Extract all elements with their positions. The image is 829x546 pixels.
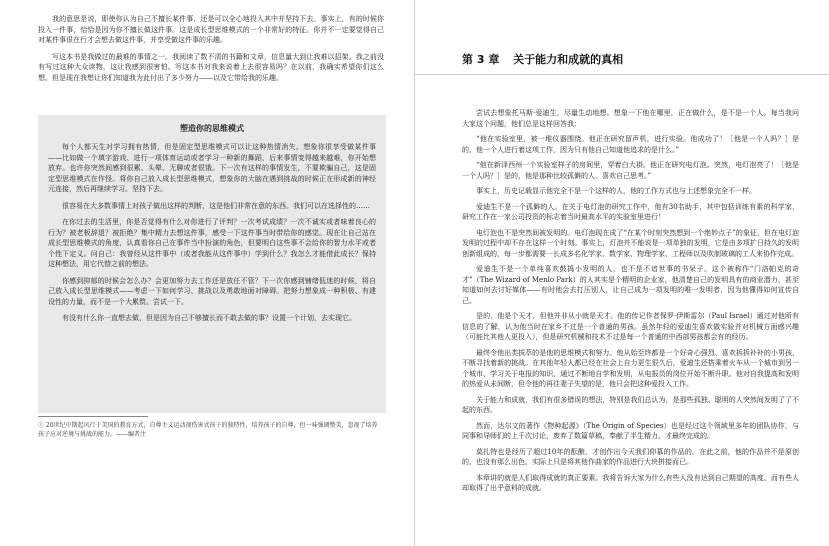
- body-paragraph: “他在实验室里，被一堆仪器围绕。他正在研究留声机，进行实验。他成功了！［他是一个人吗？］是的，他一个人进行着这项工作，因为只有他自己知道他追求的是什么。”: [462, 135, 799, 154]
- right-body-text: [462, 108, 799, 499]
- body-paragraph: “他在新泽西州一个实验室样子的房间里，穿着白大褂。他正在研究电灯泡。突然，电灯泡亮了！［他是一个人吗？］是的，他是那种比较孤僻的人，喜欢自己思考。”: [462, 161, 799, 180]
- box-paragraph: 有没有什么你一直想去做，但是因为自己不够擅长而不敢去做的事？设置一个计划，去实现它。: [62, 314, 356, 322]
- intro-paragraph: 我的意思是说，即使你认为自己不擅长某件事，还是可以全心地投入其中并坚持下去。事实上，有的时候你投入一件事，恰恰是因为你不擅长做这件事。这是成长型思维模式的一个非常好的特征。你并不一定要觉得自己对某件事很在行才会想去做这件事，并享受做这件事的乐趣。: [38, 15, 384, 44]
- chapter-divider: [415, 74, 829, 75]
- footnote: ① 20世纪中期起风行于美国的教育方式，自尊主义运动视伤害式孩子的独特性，培养孩子的自尊，但一味强调赞美，忽视了培养孩子应对逆境与挑战的能力。——编者注: [38, 422, 378, 438]
- body-paragraph: 电灯泡也不是突然间被发明的。电灯泡现在成了“在某个时刻突然想到一个绝妙点子”的象征，但在电灯泡发明的过程中却不存在这样一个时刻。事实上，灯泡并不能说是一项单独的发明，它是由多项扩日持久的发明创新组成的，每一步都需要一长成多名化学家、数学家、物理学家、工程师以及吹制玻璃的工人来协作完成。: [462, 228, 799, 258]
- box-title: 塑造你的思维模式: [180, 124, 244, 133]
- body-paragraph: 事实上，历史记载显示他完全不是一个这样的人，他的工作方式也与上述想象完全不一样。: [476, 187, 756, 195]
- box-paragraph: 很容易在大多数事情上对孩子做出这样的判断，这是他们非常在意的东西。我们可以在选择性的……: [62, 201, 370, 210]
- chapter-heading: [462, 51, 623, 67]
- body-paragraph: 爱迪生不是一个单纯喜欢鼓捣小发明的人，也不是不谙世事的书呆子。这个被称作“门洛帕克的奇才”（The Wizard of Menlo Park）的人其实是个精明的企业家，他清楚自己的发明具有的商业潜力，甚至知道如何去讨好媒体——有时他会去打压别人，让自己成为一项发明的唯一发明者，因为他懂得如何宣传自己。: [462, 265, 799, 305]
- intro-paragraph: 写这本书是我做过的最难的事情之一。我阅读了数不清的书籍和文章，信息量大到让我难以招架。我之前没有写过这种大众读物，这让我感到很害怕。写这本书对我来说着上去很容易吗？在以前，我确实希望你们这么想。但是现在我想让你们知道我为此付出了多少努力——以及它带给我的乐趣。: [38, 52, 384, 82]
- body-paragraph: 本章讲的就是人们取得成就的真正要素。我将告诉大家为什么有些人没有达到自己期望的高度，而有些人却取得了出乎意料的成就。: [462, 473, 799, 492]
- box-paragraph: 在你过去的生活里，你是否觉得有什么对你进行了评判？一次考试成绩？一次不诚实或者味着良心的行为？被老板辞退？被拒绝？集中精力去想这件事，感受一下这件事当时带给你的感觉。现在让自己站在成长型思维模式的角度，认真看你自己在事件当中扮演的角色，但要明白这些事不会给你的智力水平或者个性下定义。问自己：我曾经从这件事中（或者我能从这件事中）学到什么？我怎么才能借此成长？保持这种想法，用它代替之前的想法。: [48, 218, 376, 268]
- right-page: [415, 0, 829, 546]
- body-paragraph: 莫扎特也是经历了超过10年的酝酿，才创作出今天我们仰慕的作品的。在此之前，他的作品并不是原创的，也没有那么出色，实际上只是将其他作曲家的作品进行大块拼接而已。: [462, 447, 799, 466]
- body-paragraph: 最终令他出类拔萃的是他的思维模式和努力。他从始至终都是一个好奇心强烈、喜欢拆拆补补的小男孩，不断寻找着新的挑战。在其他年轻人都已经在社会上自力更生很久后，爱迪生还搭乘着火车从一个城市到另一个城市，学习关于电报的知识，通过不断地自学和发明，从电报员的岗位开始不断升职。他对自我提高和发明的热爱从未间断，但令他的再往妻子失望的是，他只会把这种爱投入工作。: [462, 348, 799, 388]
- box-paragraph: 每个人都天生对学习拥有热情，但是固定型思维模式可以让这种热情消失。想象你很享受做某件事——比如做一个填字游戏、进行一项体育运动或者学习一种新的舞蹈，后来事情变得越来越难，你开始想放弃。也许你突然间感到很累、头晕、无聊或者很饿。下一次有这样的事情发生，不要欺骗自己，这是固定型思维模式在作怪。将你自己放入成长型思维模式，想象你的大脑在遇到挑战的时候正在形成新的神经元连接，然后再继续学习。坚持下去。: [48, 143, 376, 193]
- body-paragraph: 尝试去想象托马斯·爱迪生，尽量生动地想。想象一下他在哪里，正在做什么，是不是一个人。每当我问大家这个问题，他们总是这样回答我：: [462, 109, 799, 128]
- footnote-divider: [38, 416, 148, 417]
- body-paragraph: 是的，他是个天才，但他并非从小就是天才。他的传记作者保罗·伊斯雷尔（Paul Israel）通过对他所有信息的了解，认为他当时在家乡不过是一个普通的男孩。虽然年轻的爱迪生喜欢做实验并对机械方面感兴趣（可能比其他人更投入），但是研究机械和技术不过是每一个普通的中西部男孩都会有的经历。: [462, 312, 799, 341]
- body-paragraph: 然而，达尔文的著作《物种起源》（The Origin of Species）也是经过这个领域里多年的团队协作，与同事和导师们的上千次讨论，废弃了数篇草稿，奉献了半生精力，才最终完成的。: [462, 421, 799, 440]
- chapter-title: 关于能力和成就的真相: [513, 53, 624, 66]
- body-paragraph: 爱迪生不是一个孤僻的人。在关于电灯泡的研究工作中，他有30名助手，其中包括训练有素的科学家，研究工作在一家公司投资的标志着当时最高水平的实验室里进行！: [462, 202, 799, 221]
- chapter-number: 第 3 章: [462, 53, 500, 66]
- box-paragraph: 你感到抑郁的时候会怎么办？会更加努力去工作还是放任不管？下一次你感到铺绪低迷的时候，将自己放入成长型思维模式——考虑一下如何学习、挑战以及勇敢地面对障碍。把努力想象成一种积极、有建设性的力量，而不是一个大累赘。尝试一下。: [48, 276, 376, 306]
- body-paragraph: 关于能力和成就，我们有很多错误的想法，特别是我们总认为，是那些孤独、聪明的人突然间发明了了不起的东西。: [462, 395, 799, 414]
- sidebar-box: [38, 115, 386, 413]
- left-page: [0, 0, 414, 546]
- left-intro-text: [38, 14, 384, 89]
